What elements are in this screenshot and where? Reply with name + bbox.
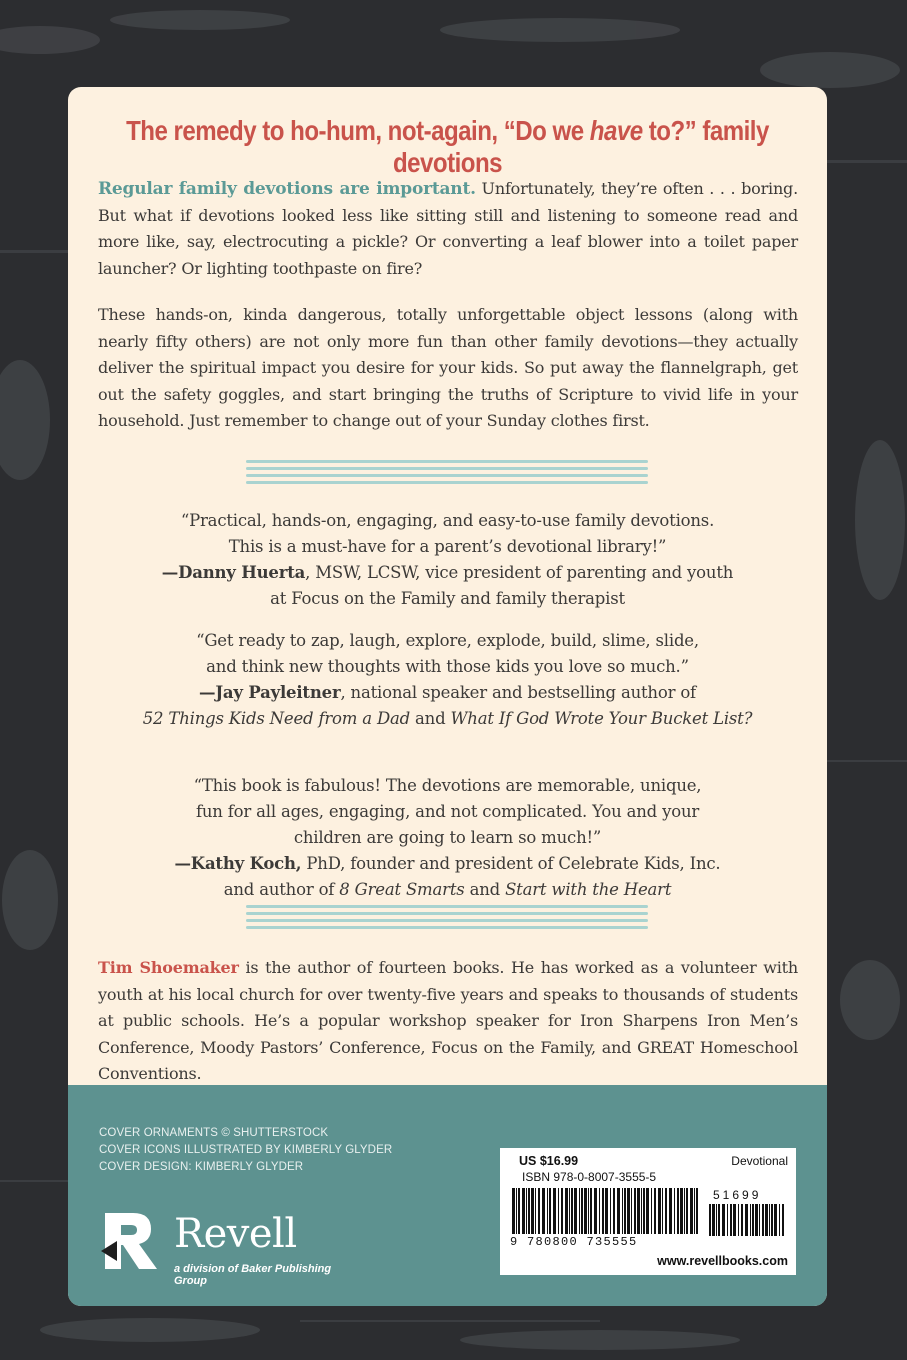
isbn-barcode <box>510 1188 700 1236</box>
publisher-logo <box>99 1211 359 1287</box>
divider-top <box>246 460 648 488</box>
headline-emphasis: have <box>589 115 643 146</box>
endorser-credentials: , MSW, LCSW, vice president of parenting and youth <box>305 563 734 582</box>
endorsement-line: and think new thoughts with those kids you love so much.” <box>206 657 689 676</box>
addon-barcode <box>707 1204 789 1236</box>
headline-part1: The remedy to ho-hum, not-again, “Do we <box>126 115 590 146</box>
conjunction: and <box>464 880 506 899</box>
endorsement-line: This is a must-have for a parent’s devotional library!” <box>228 537 667 556</box>
intro-lead: Regular family devotions are important. <box>98 179 476 199</box>
credit-line: COVER ICONS ILLUSTRATED BY KIMBERLY GLYDER <box>99 1144 393 1156</box>
revell-r-icon <box>99 1211 163 1271</box>
endorsement-3 <box>88 773 807 903</box>
book-title: 8 Great Smarts <box>339 880 465 899</box>
headline <box>121 115 774 179</box>
description-paragraph: These hands-on, kinda dangerous, totally unforgettable object lessons (along with nearly fifty others) are not only more fun than other family devotions—they actually deliver the spiritual impact you desire for your kids. So put away the flannelgraph, get out the safety goggles, and start bringing the truths of Scripture to vivid life in your household. Just remember to change out of your Sunday clothes first. <box>98 305 798 430</box>
endorser-credentials: PhD, founder and president of Celebrate Kids, Inc. <box>301 854 721 873</box>
credit-line: COVER DESIGN: KIMBERLY GLYDER <box>99 1161 304 1173</box>
barcode-digits: 9 780800 735555 <box>510 1235 638 1249</box>
divider-bottom <box>246 905 648 933</box>
endorser-name: —Jay Payleitner <box>199 683 341 702</box>
barcode-box <box>500 1148 796 1275</box>
headline-part2: to?” family devotions <box>392 115 769 178</box>
endorsement-1 <box>88 508 807 612</box>
price: US $16.99 <box>519 1154 579 1168</box>
credit-line: COVER ORNAMENTS © SHUTTERSTOCK <box>99 1127 329 1139</box>
conjunction: and <box>409 709 451 728</box>
endorsement-line: “Get ready to zap, laugh, explore, explode, build, slime, slide, <box>196 631 699 650</box>
publisher-name: Revell <box>174 1211 297 1257</box>
book-title: What If God Wrote Your Bucket List? <box>450 709 753 728</box>
endorsement-line: fun for all ages, engaging, and not complicated. You and your <box>195 802 700 821</box>
author-bio <box>98 955 798 1088</box>
endorser-name: —Kathy Koch, <box>174 854 302 873</box>
author-name: Tim Shoemaker <box>98 958 239 977</box>
endorser-credentials: at Focus on the Family and family therapist <box>270 589 625 608</box>
endorsement-line: “Practical, hands-on, engaging, and easy-to-use family devotions. <box>180 511 715 530</box>
intro-text: Unfortunately, they’re often . . . boring. But what if devotions looked less like sitting still and listening to someone read and more like, say, electrocuting a pickle? Or converting a leaf blower into a toilet paper launcher? Or lighting toothpaste on fire? <box>98 179 798 278</box>
footer-band <box>68 1085 827 1306</box>
category: Devotional <box>731 1154 788 1168</box>
isbn: ISBN 978-0-8007-3555-5 <box>522 1170 657 1184</box>
endorsement-2 <box>88 628 807 732</box>
publisher-subtitle: a division of Baker Publishing Group <box>174 1263 332 1287</box>
endorser-name: —Danny Huerta <box>161 563 306 582</box>
endorser-credentials: , national speaker and bestselling author of <box>340 683 696 702</box>
endorsement-line: children are going to learn so much!” <box>293 828 602 847</box>
price-addon-digits: 51699 <box>713 1188 762 1202</box>
book-title: Start with the Heart <box>505 880 672 899</box>
cream-area <box>68 87 827 1085</box>
cover-credits <box>99 1125 392 1176</box>
endorser-credentials: and author of <box>223 880 340 899</box>
author-bio-text: is the author of fourteen books. He has worked as a volunteer with youth at his local church for over twenty-five years and speaks to thousands of students at public schools. He’s a popular workshop speaker for Iron Sharpens Iron Men’s Conference, Moody Pastors’ Conference, Focus on the Family, and GREAT Homeschool Conventions. <box>98 958 798 1083</box>
back-cover-panel <box>68 87 827 1306</box>
book-title: 52 Things Kids Need from a Dad <box>142 709 410 728</box>
endorsement-line: “This book is fabulous! The devotions are memorable, unique, <box>193 776 702 795</box>
intro-paragraph <box>98 176 798 282</box>
publisher-url: www.revellbooks.com <box>657 1254 788 1268</box>
